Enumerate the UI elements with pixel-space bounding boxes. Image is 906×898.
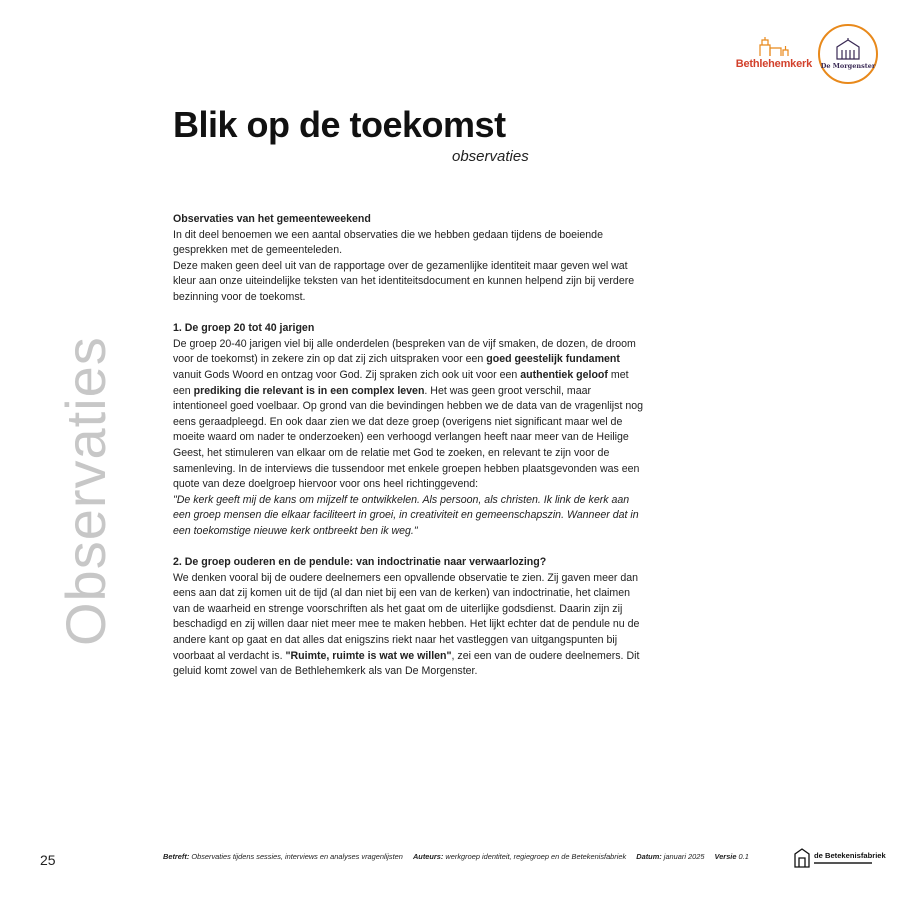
page-number: 25 bbox=[40, 852, 56, 868]
factory-icon bbox=[793, 846, 811, 868]
intro-paragraph-2: Deze maken geen deel uit van de rapportage over de gezamenlijke identiteit maar geven wel wat kleur aan onze uiteindelijke teksten van het identiteitsdocument en kunnen helpend zijn bij verdere bezinning voor de toekomst. bbox=[173, 259, 635, 303]
section-1-quote: "De kerk geeft mij de kans om mijzelf te ontwikkelen. Als persoon, als christen. Ik link de kerk aan een groep mensen die elkaar faciliteert in groei, in creativiteit en gemeenschapszin. Wanneer dat in een toekomstige nieuwe kerk ontbreekt ben ik weg." bbox=[173, 493, 639, 537]
church-outline-icon bbox=[757, 36, 791, 58]
intro-paragraph-1: In dit deel benoemen we een aantal observaties die we hebben gedaan tijdens de boeiende gesprekken met de gemeenteleden. bbox=[173, 228, 603, 257]
bethlehemkerk-name: Bethlehemkerk bbox=[735, 58, 812, 70]
church-building-icon bbox=[833, 38, 863, 60]
morgenster-logo bbox=[818, 24, 878, 84]
header-logos bbox=[736, 20, 878, 84]
side-section-label: Observaties bbox=[54, 336, 117, 646]
morgenster-name: De Morgenster bbox=[820, 62, 876, 70]
body-text bbox=[173, 212, 648, 680]
betekenisfabriek-logo bbox=[793, 846, 886, 868]
bethlehemkerk-logo bbox=[736, 36, 812, 70]
intro-heading: Observaties van het gemeenteweekend bbox=[173, 213, 371, 225]
section-1-paragraph: De groep 20-40 jarigen viel bij alle onderdelen (bespreken van de vijf smaken, de dozen, de droom voor de toekomst) in zekere zin op dat zij zich uitspraken voor een goed geestelijk fundament vanuit Gods Woord en ontzag voor God. Zij spraken zich ook uit voor een authentiek geloof met een prediking die relevant is in een complex leven. Het was geen groot verschil, maar intentioneel goed voelbaar. Op grond van die bevindingen hebben we de data van de vragenlijst nog eens geraadpleegd. En ook daar zien we dat deze groep (overigens niet significant maar wel de moeite waard om nader te onderzoeken) een verhoogd verlangen heeft naar meer van de Heilige Geest, het stimuleren van elkaar om de relatie met God te zoeken, en relevant te zijn voor de samenleving. In de interviews die tussendoor met enkele groepen hebben plaatsgevonden was een quote van deze doelgroep hiervoor voor ons heel richtinggevend: bbox=[173, 337, 644, 491]
footer-meta: Betreft: Observaties tijdens sessies, interviews en analyses vragenlijsten Auteurs: werkgroep identiteit, regiegroep en de Betekenisfabriek Datum: januari 2025 Versie 0.1 bbox=[163, 852, 749, 861]
section-2-heading: 2. De groep ouderen en de pendule: van indoctrinatie naar verwaarlozing? bbox=[173, 556, 547, 569]
section-1-heading: 1. De groep 20 tot 40 jarigen bbox=[173, 322, 315, 335]
page-subtitle: observaties bbox=[452, 148, 529, 165]
section-2-paragraph: We denken vooral bij de oudere deelnemers een opvallende observatie te zien. Zij gaven meer dan eens aan dat zij komen uit de tijd (al dan niet bij een van de kerken) van indoctrinatie, het claimen van de waarheid en strenge voorschriften als het gaat om de uiterlijke godsdienst. Daarin zijn zij beschadigd en zij willen daar niet meer mee te maken hebben. Het lijkt echter dat de pendule nu de andere kant op gaat en dat alles dat enigszins riekt naar het vastleggen van uitgangspunten bij voorbaat al verdacht is. "Ruimte, ruimte is wat we willen", zei een van de oudere deelnemers. Dit geluid komt zowel van de Bethlehemkerk als van De Morgenster. bbox=[173, 571, 640, 678]
betekenisfabriek-name: de Betekenisfabriek bbox=[814, 850, 886, 860]
page-title: Blik op de toekomst bbox=[173, 104, 506, 145]
